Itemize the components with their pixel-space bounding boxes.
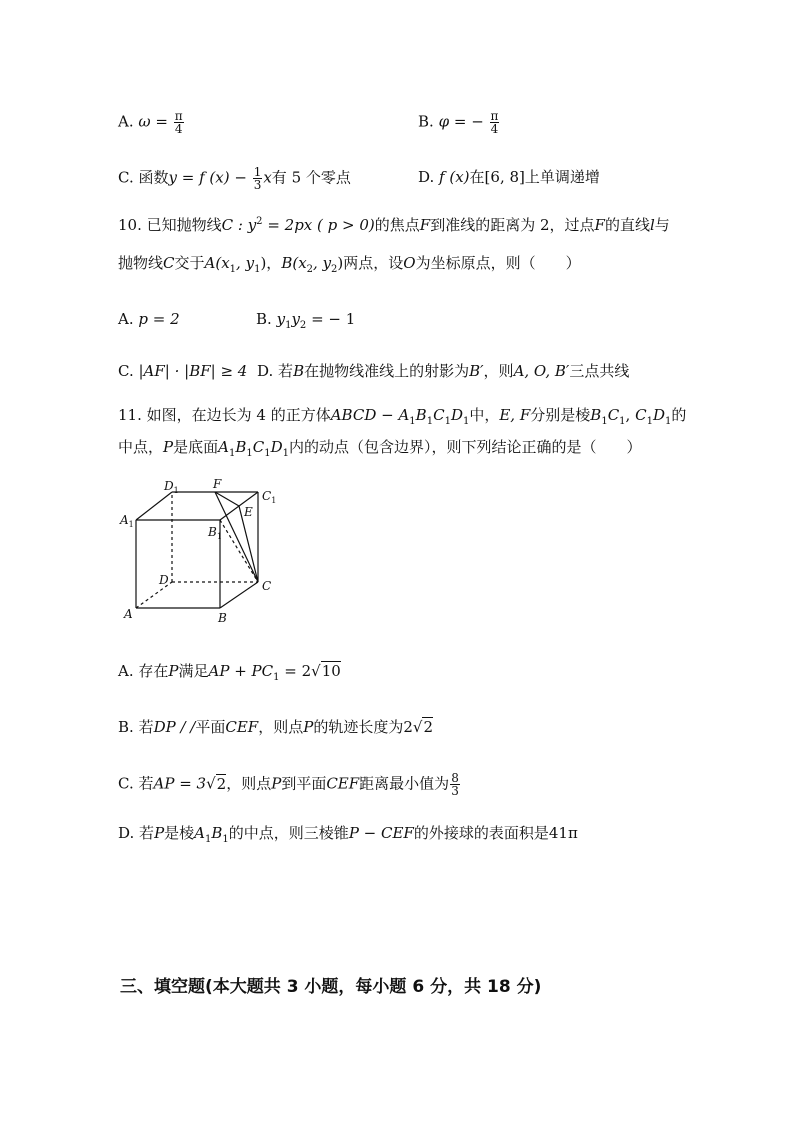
label-C1: $C_1$ — [262, 489, 277, 505]
cube-figure — [116, 478, 286, 628]
q11-stem-line1: 11. 如图，在边长为 4 的正方体ABCD − $A_1B_1C_1D_1$中，E, F分别是棱$B_1C_1$, $C_1D_1$的 — [118, 406, 687, 427]
q10-option-d: D. 若B在抛物线准线上的射影为B′，则A, O, B′三点共线 — [257, 362, 630, 380]
fraction: $\frac{\pi}{4}$ — [490, 109, 499, 136]
q10-stem-line1: 10. 已知抛物线C : $y^2 = 2px$ ( p > 0)的焦点F到准线的距离为 2，过点F的直线l与 — [118, 216, 670, 234]
edge-A1D1 — [136, 492, 172, 520]
q9-option-c: C. 函数y = f (x) − $\frac{1}{3}$ x有 5 个零点 — [118, 165, 351, 192]
label-D1: $D_1$ — [164, 479, 179, 495]
fraction: $\frac{\pi}{4}$ — [174, 109, 183, 136]
label-B: B — [218, 611, 227, 625]
label-F: F — [213, 478, 222, 491]
q9-option-d: D. f (x)在[6, 8]上单调递增 — [418, 168, 600, 186]
q10-option-c: C. |AF| · |BF| ≥ 4 — [118, 362, 248, 380]
label-C: C — [262, 579, 272, 593]
label-A: A — [124, 607, 133, 621]
fraction: $\frac{8}{3}$ — [451, 771, 459, 798]
label-B1: $B_1$ — [208, 525, 222, 541]
q10-option-a: A. p = 2 — [118, 310, 180, 328]
label-E: E — [244, 505, 253, 519]
q10-stem-line2: 抛物线C交于$A(x_1$, $y_1$)，$B(x_2$, $y_2$)两点，设O为坐标原点，则（ ） — [118, 254, 581, 275]
q9-option-b: B. φ = − $\frac{\pi}{4}$ — [418, 109, 499, 136]
q11-stem-line2: 中点，P是底面$A_1B_1C_1D_1$内的动点（包含边界），则下列结论正确的是（ ） — [118, 438, 642, 459]
label-A1: $A_1$ — [120, 513, 134, 529]
q11-option-b: B. 若DP / /平面CEF，则点P的轨迹长度为2√2 — [118, 718, 433, 736]
label-D: D — [159, 573, 169, 587]
q11-option-c: C. 若AP = 3√2，则点P到平面CEF距离最小值为 $\frac{8}{3}$ — [118, 771, 459, 798]
edge-BC — [220, 582, 258, 608]
section-heading: 三、填空题(本大题共 3 小题，每小题 6 分，共 18 分) — [120, 977, 542, 997]
fraction: $\frac{1}{3}$ — [253, 165, 262, 192]
segment-B1C — [220, 520, 258, 582]
q9-option-a: A. ω = $\frac{\pi}{4}$ — [118, 109, 183, 136]
q11-option-a: A. 存在P满足AP + $PC_1 = 2√10$ — [118, 662, 341, 683]
q11-option-d: D. 若P是棱$A_1B_1$的中点，则三棱锥P − CEF的外接球的表面积是41π — [118, 824, 578, 845]
q10-option-b: B. $y_1y_2$ = − 1 — [256, 310, 356, 331]
